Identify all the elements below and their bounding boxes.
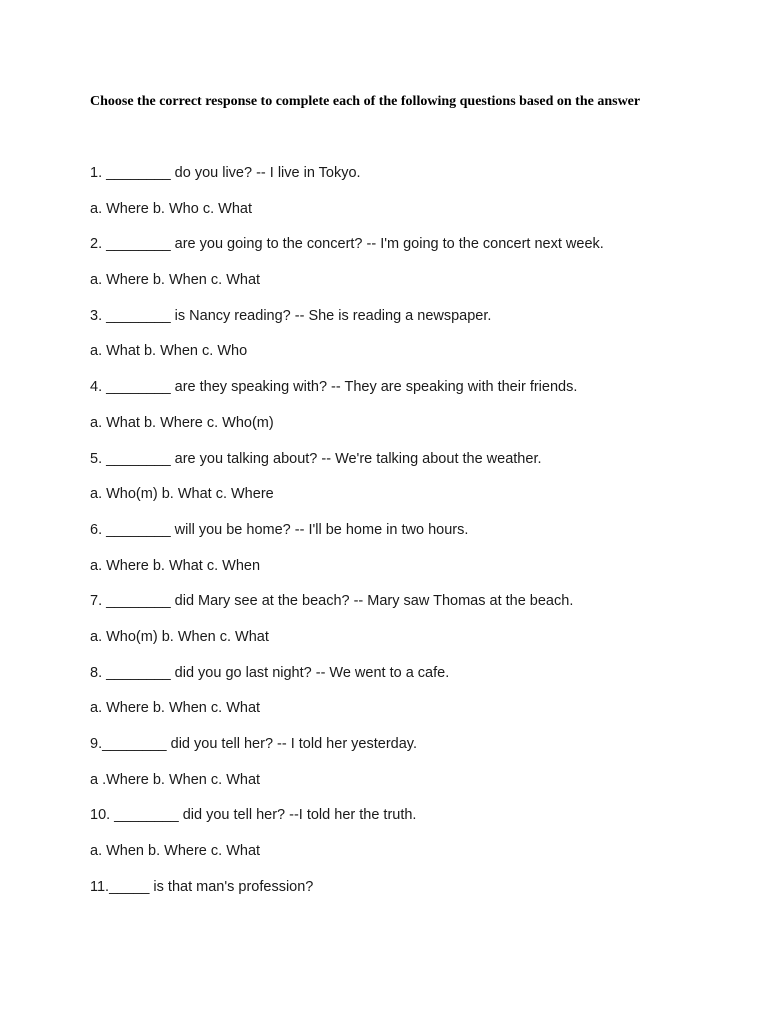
options-6: a. Where b. What c. When <box>90 557 261 574</box>
options-8: a. Where b. When c. What <box>90 700 261 717</box>
question-2: 2. ________ are you going to the concert? -- I'm going to the concert next week. <box>90 236 604 253</box>
options-7: a. Who(m) b. When c. What <box>90 628 269 645</box>
question-1: 1. ________ do you live? -- I live in Tokyo. <box>90 165 361 181</box>
options-5: a. Who(m) b. What c. Where <box>90 486 274 503</box>
question-7: 7. ________ did Mary see at the beach? -- Mary saw Thomas at the beach. <box>90 593 574 610</box>
question-4: 4. ________ are they speaking with? -- They are speaking with their friends. <box>90 379 578 396</box>
question-3: 3. ________ is Nancy reading? -- She is reading a newspaper. <box>90 307 492 324</box>
options-2: a. Where b. When c. What <box>90 272 261 289</box>
question-8: 8. ________ did you go last night? -- We went to a cafe. <box>90 664 450 681</box>
question-list <box>90 156 680 905</box>
question-11: 11._____ is that man's profession? <box>90 878 314 895</box>
question-9: 9.________ did you tell her? -- I told her yesterday. <box>90 736 417 752</box>
options-3: a. What b. When c. Who <box>90 343 248 360</box>
instructions-heading: Choose the correct response to complete each of the following questions based on the answer <box>90 94 641 109</box>
question-6: 6. ________ will you be home? -- I'll be home in two hours. <box>90 521 469 538</box>
document-page <box>90 0 680 1024</box>
options-1: a. Where b. Who c. What <box>90 200 252 217</box>
question-10: 10. ________ did you tell her? --I told her the truth. <box>90 807 417 824</box>
options-4: a. What b. Where c. Who(m) <box>90 414 274 431</box>
options-9: a .Where b. When c. What <box>90 771 261 788</box>
options-10: a. When b. Where c. What <box>90 843 261 860</box>
question-5: 5. ________ are you talking about? -- We're talking about the weather. <box>90 450 542 467</box>
